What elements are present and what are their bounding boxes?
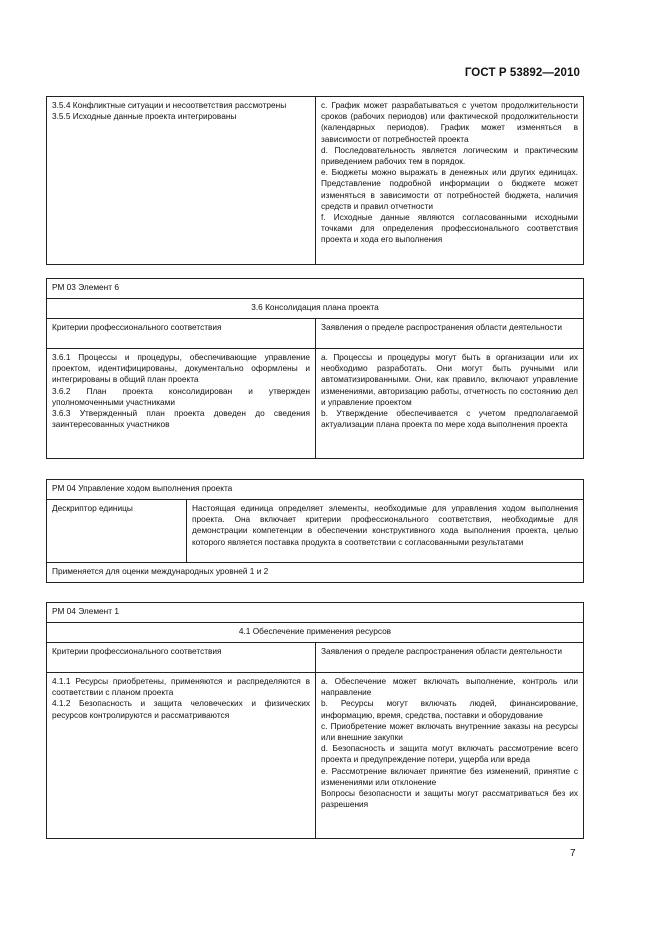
criteria-cell <box>47 97 316 265</box>
criteria-item: 3.6.1 Процессы и процедуры, обеспечивающие управление проектом, идентифицированы, документально оформлены и интегрированы в общий план проекта <box>52 352 310 385</box>
column-header-statements: Заявления о пределе распространения области деятельности <box>316 319 584 349</box>
criteria-cell <box>47 673 316 839</box>
descriptor-label: Дескриптор единицы <box>47 500 187 563</box>
statement-item: е. Рассмотрение включает принятие без изменений, принятие с изменениями или отклонение <box>321 765 578 787</box>
element-table-pm04-1 <box>46 602 584 839</box>
statement-item: е. Бюджеты можно выражать в денежных или других единицах. Представление подробной информации о бюджете может изменяться в зависимости от потребностей бюджета, наличия средств и правил отчетности <box>321 167 578 211</box>
column-header-criteria: Критерии профессионального соответствия <box>47 643 316 673</box>
unit-title: РМ 04 Управление ходом выполнения проекта <box>47 480 584 500</box>
statement-item: а. Процессы и процедуры могут быть в организации или их необходимо разработать. Они могут быть ручными или автоматизированными. Они, как правило, включают управление изменениями, авторизацию работы, отчетность по состоянию дел и управление проектом <box>321 352 578 407</box>
table-row <box>47 97 584 265</box>
statements-cell <box>316 349 584 459</box>
statement-item: Вопросы безопасности и защиты могут рассматриваться без их разрешения <box>321 788 578 810</box>
statement-item: с. Приобретение может включать внутренние заказы на ресурсы или внешние закупки <box>321 720 578 743</box>
column-header-statements: Заявления о пределе распространения области деятельности <box>316 643 584 673</box>
element-subtitle: 3.6 Консолидация плана проекта <box>47 299 584 319</box>
element-title: РМ 03 Элемент 6 <box>47 279 584 299</box>
document-header: ГОСТ Р 53892—2010 <box>464 67 580 79</box>
descriptor-text <box>187 500 584 563</box>
applies-note: Применяется для оценки международных уровней 1 и 2 <box>47 563 584 583</box>
element-table-pm03-6 <box>46 278 584 459</box>
descriptor-paragraph: Настоящая единица определяет элементы, необходимые для управления ходом выполнения проекта. Она включает критерии профессионального соответствия, необходимые для демонстрации компетенции в обеспечении конструктивного хода выполнения проекта, целью которого является поставка продукта в соответствии с согласованными результатами <box>192 503 578 547</box>
column-header-criteria: Критерии профессионального соответствия <box>47 319 316 349</box>
statement-item: b. Утверждение обеспечивается с учетом предполагаемой актуализации плана проекта по мере хода выполнения проекта <box>321 408 578 430</box>
criteria-item: 3.6.3 Утвержденный план проекта доведен до сведения заинтересованных участников <box>52 408 310 430</box>
continuation-table <box>46 96 584 265</box>
criteria-item: 3.6.2 План проекта консолидирован и утвержден уполномоченными участниками <box>52 385 310 407</box>
statement-item: d. Безопасность и защита могут включать рассмотрение всего проекта и предупреждение потери, ущерба или вреда <box>321 743 578 765</box>
unit-table-pm04 <box>46 479 584 583</box>
criteria-item: 4.1.1 Ресурсы приобретены, применяются и распределяются в соответствии с планом проекта <box>52 676 310 698</box>
statement-item: f. Исходные данные являются согласованными исходными точками для определения профессионального соответствия проекта и хода его выполнения <box>321 212 578 245</box>
table-row <box>47 349 584 459</box>
statements-cell <box>316 673 584 839</box>
statement-item: b. Ресурсы могут включать людей, финансирование, информацию, время, средства, поставки и оборудование <box>321 698 578 720</box>
statement-item: с. График может разрабатываться с учетом продолжительности сроков (рабочих периодов) или фактической продолжительности (календарных периодов). График может изменяться в зависимости от потребностей проекта <box>321 100 578 144</box>
criteria-item: 4.1.2 Безопасность и защита человеческих и физических ресурсов контролируются и рассматриваются <box>52 698 310 720</box>
element-title: РМ 04 Элемент 1 <box>47 603 584 623</box>
element-subtitle: 4.1 Обеспечение применения ресурсов <box>47 623 584 643</box>
criteria-cell <box>47 349 316 459</box>
criteria-item: 3.5.5 Исходные данные проекта интегрированы <box>52 111 237 122</box>
page-number: 7 <box>570 848 576 859</box>
table-row <box>47 673 584 839</box>
statement-item: d. Последовательность является логическим и практическим приведением рабочих тем в порядок. <box>321 144 578 167</box>
statements-cell <box>316 97 584 265</box>
statement-item: а. Обеспечение может включать выполнение, контроль или направление <box>321 676 578 698</box>
criteria-item: 3.5.4 Конфликтные ситуации и несоответствия рассмотрены <box>52 100 287 110</box>
